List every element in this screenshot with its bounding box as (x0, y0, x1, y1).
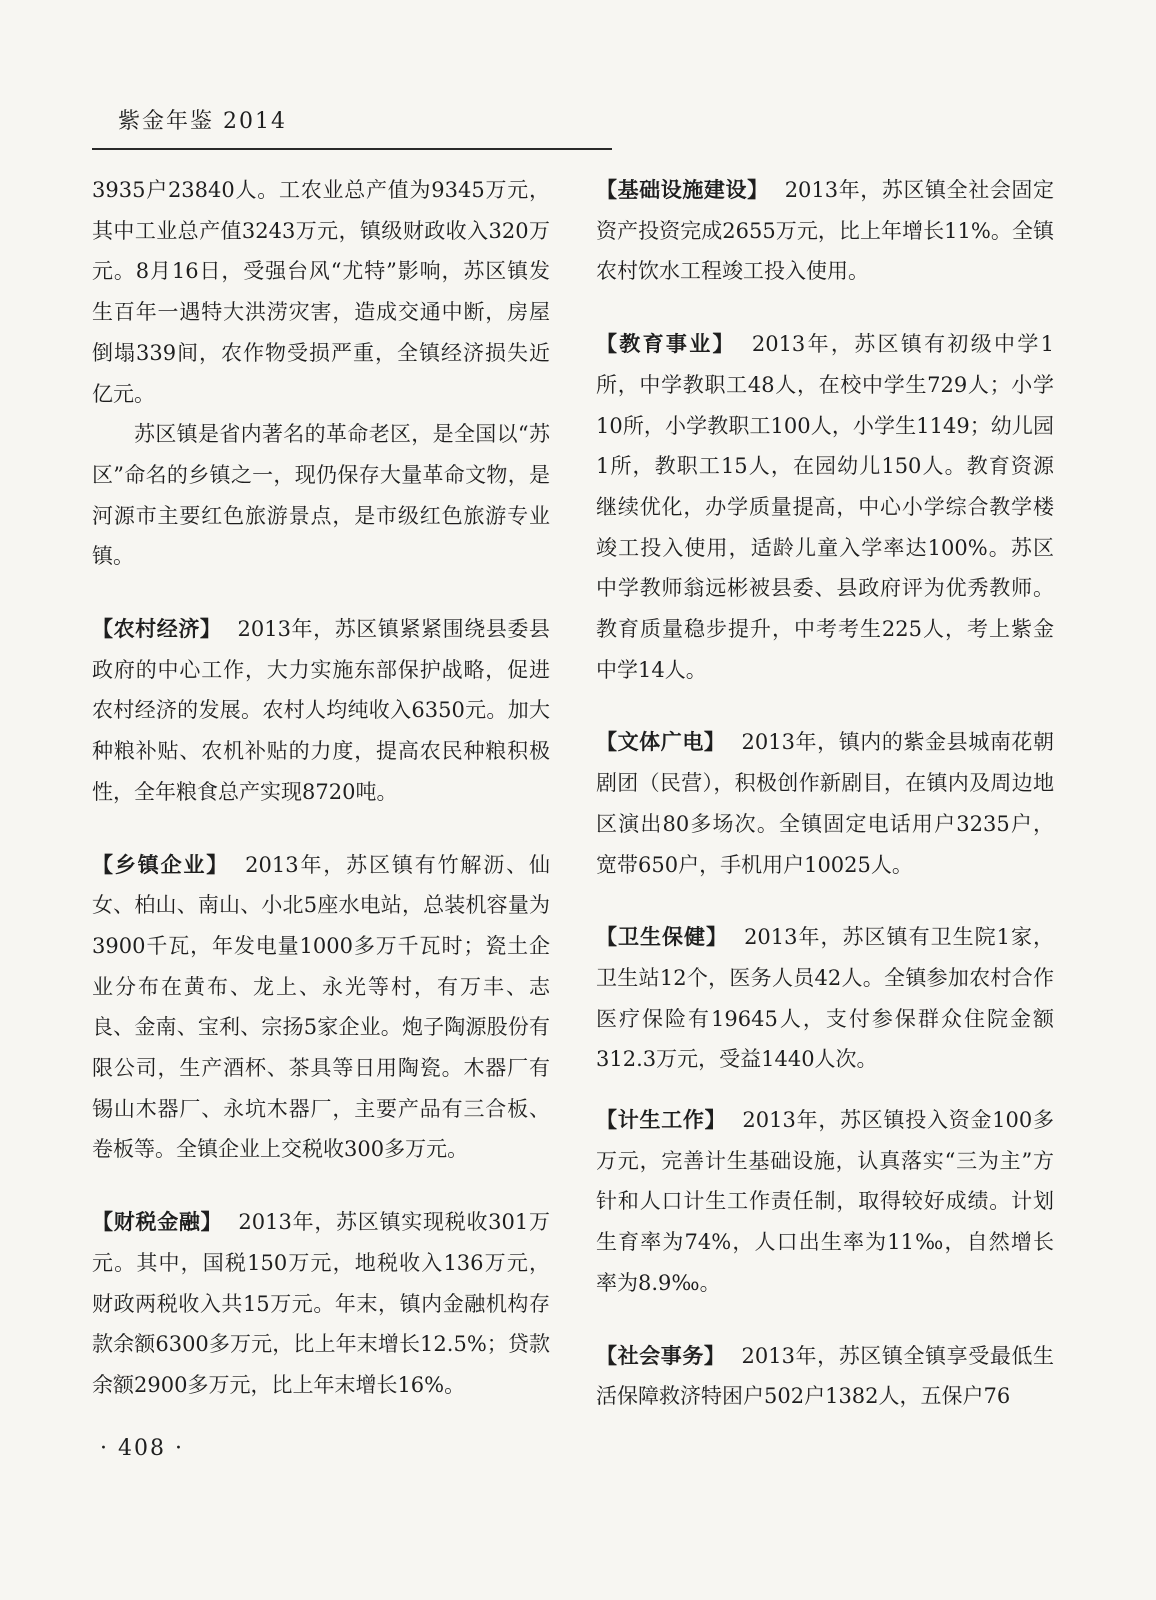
section-culture-broadcasting (596, 722, 1054, 885)
section-health-care (596, 917, 1054, 1080)
section-heading: 【社会事务】 (596, 1343, 726, 1368)
running-header-title: 紫金年鉴 2014 (118, 109, 287, 134)
section-body: 2013年，苏区镇全镇享受最低生活保障救济特困户502户1382人，五保户76 (596, 1343, 1054, 1409)
section-body: 2013年，苏区镇紧紧围绕县委县政府的中心工作，大力实施东部保护战略，促进农村经济的发展。农村人均纯收入6350元。加大种粮补贴、农机补贴的力度，提高农民种粮积极性，全年粮食总产实现8720吨。 (92, 617, 550, 804)
section-heading: 【乡镇企业】 (92, 852, 230, 877)
section-body: 2013年，苏区镇投入资金100多万元，完善计生基础设施，认真落实“三为主”方针和人口计生工作责任制，取得较好成绩。计划生育率为74%，人口出生率为11‰，自然增长率为8.9‰。 (596, 1108, 1054, 1295)
section-heading: 【文体广电】 (596, 730, 726, 755)
section-heading: 【基础设施建设】 (596, 178, 769, 202)
right-column (596, 170, 1054, 1417)
section-heading: 【卫生保健】 (596, 925, 729, 950)
section-body: 2013年，苏区镇全社会固定资产投资完成2655万元，比上年增长11%。全镇农村饮水工程竣工投入使用。 (596, 178, 1054, 284)
section-township-enterprises (92, 845, 550, 1171)
section-body: 2013年，苏区镇实现税收301万元。其中，国税150万元，地税收入136万元，财政两税收入共15万元。年末，镇内金融机构存款余额6300多万元，比上年末增长12.5%；贷款余额2900多万元，比上年末增长16%。 (92, 1210, 550, 1397)
left-column (92, 170, 550, 1406)
intro-paragraph-2: 苏区镇是省内著名的革命老区，是全国以“苏区”命名的乡镇之一，现仍保存大量革命文物，是河源市主要红色旅游景点，是市级红色旅游专业镇。 (92, 422, 550, 569)
section-heading: 【计生工作】 (596, 1108, 727, 1133)
section-finance-tax (92, 1202, 550, 1406)
section-infrastructure (596, 170, 1054, 292)
header-rule (92, 148, 612, 150)
section-body: 2013年，苏区镇有卫生院1家，卫生站12个，医务人员42人。全镇参加农村合作医疗保险有19645人，支付参保群众住院金额312.3万元，受益1440人次。 (596, 925, 1054, 1072)
section-body: 2013年，苏区镇有竹解沥、仙女、柏山、南山、小北5座水电站，总装机容量为3900千瓦，年发电量1000多万千瓦时；瓷土企业分布在黄布、龙上、永光等村，有万丰、志良、金南、宝利、宗扬5家企业。炮子陶源股份有限公司，生产酒杯、茶具等日用陶瓷。木器厂有锡山木器厂、永坑木器厂，主要产品有三合板、卷板等。全镇企业上交税收300多万元。 (92, 852, 550, 1162)
section-heading: 【农村经济】 (92, 617, 222, 642)
section-body: 2013年，苏区镇有初级中学1所，中学教职工48人，在校中学生729人；小学10所，小学教职工100人，小学生1149；幼儿园1所，教职工15人，在园幼儿150人。教育资源继续优化，办学质量提高，中心小学综合教学楼竣工投入使用，适龄儿童入学率达100%。苏区中学教师翁远彬被县委、县政府评为优秀教师。教育质量稳步提升，中考考生225人，考上紫金中学14人。 (596, 332, 1055, 682)
section-rural-economy (92, 609, 550, 813)
section-heading: 【财税金融】 (92, 1210, 223, 1235)
section-heading: 【教育事业】 (596, 332, 736, 357)
intro-paragraph-1: 3935户23840人。工农业总产值为9345万元，其中工业总产值3243万元，镇级财政收入320万元。8月16日，受强台风“尤特”影响，苏区镇发生百年一遇特大洪涝灾害，造成交通中断，房屋倒塌339间，农作物受损严重，全镇经济损失近亿元。 (92, 178, 550, 406)
section-social-affairs (596, 1336, 1054, 1417)
section-body: 2013年，镇内的紫金县城南花朝剧团（民营），积极创作新剧目，在镇内及周边地区演出80多场次。全镇固定电话用户3235户，宽带650户，手机用户10025人。 (596, 730, 1054, 877)
section-family-planning (596, 1100, 1054, 1304)
section-education (596, 324, 1054, 690)
page-number: · 408 · (100, 1436, 184, 1461)
